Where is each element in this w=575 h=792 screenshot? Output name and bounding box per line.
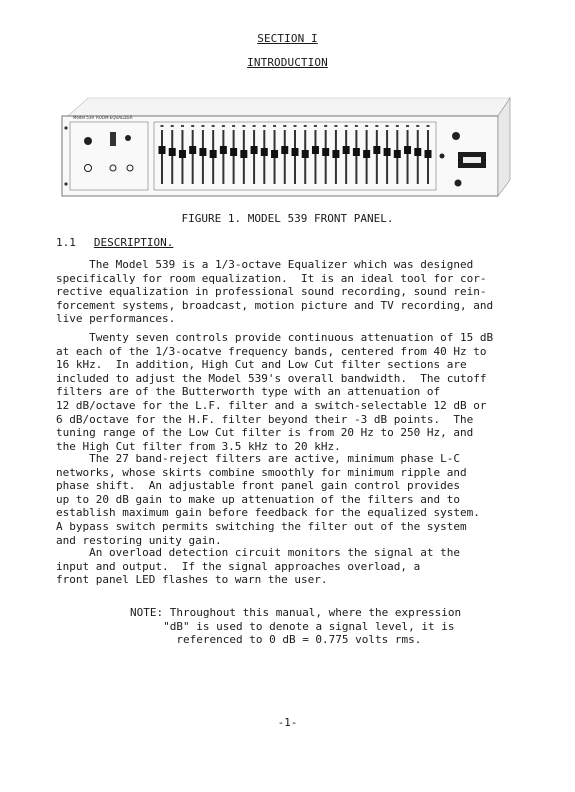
section-heading: SECTION I [257,32,318,45]
fader-knob [230,148,237,156]
fader-tick [427,125,430,127]
fader-knob [394,150,401,158]
fader-knob [169,148,176,156]
fader-knob [159,146,166,154]
fader-slot [417,130,419,184]
fader-tick [283,125,286,127]
fader-slot [407,130,409,184]
fader-knob [199,148,206,156]
fader-knob [189,146,196,154]
fader-tick [263,125,266,127]
fader-tick [232,125,235,127]
fader-tick [375,125,378,127]
fader-knob [251,146,258,154]
fader-slot [222,130,224,184]
paragraph-2: Twenty seven controls provide continuous attenuation of 15 dB at each of the 1/3-ocatve frequency bands, centered from 40 Hz to 16 kHz. In addition, High Cut and Low Cut filter sections are included to adjust the Model 539's overall bandwidth. The cutoff filters are of the Butterworth type with an attenuation of 12 dB/octave for the L.F. filter and a switch-selectable 12 dB or 6 dB/octave for the H.F. filter beyond their -3 dB points. The tuning range of the Low Cut filter is from 20 Hz to 250 Hz, and the High Cut filter from 3.5 kHz to 20 kHz. [56,331,494,453]
fader-tick [273,125,276,127]
fader-tick [386,125,389,127]
fader-knob [353,148,360,156]
fader-tick [212,125,215,127]
fader-tick [314,125,317,127]
paragraph-4: An overload detection circuit monitors the signal at the input and output. If the signal approaches overload, a front panel LED flashes to warn the user. [56,546,460,587]
fader-tick [253,125,256,127]
section-number: 1.1 [56,236,76,249]
fader-tick [406,125,409,127]
fader-knob [332,150,339,158]
fader-slot [202,130,204,184]
fader-knob [363,150,370,158]
fader-tick [294,125,297,127]
fader-slot [263,130,265,184]
fader-tick [181,125,184,127]
note-block: NOTE: Throughout this manual, where the expression "dB" is used to denote a signal level, it is referenced to 0 dB = 0.775 volts rms. [130,606,462,647]
panel-model-label: Model 539 [73,115,94,120]
fader-knob [240,150,247,158]
fader-knob [179,150,186,158]
fader-tick [396,125,399,127]
fader-knob [373,146,380,154]
fader-slot [325,130,327,184]
paragraph-1: The Model 539 is a 1/3-octave Equalizer which was designed specifically for room equalization. It is an ideal tool for cor- rective equalization in professional sound recording, sound rein- forcement systems, broadcast, motion picture and TV recording, and live performances. [56,258,494,326]
fader-knob [414,148,421,156]
fader-knob [271,150,278,158]
fader-slot [284,130,286,184]
panel-name-label: ROOM EQUALIZER [96,115,133,120]
fader-knob [343,146,350,154]
fader-knob [261,148,268,156]
fader-tick [242,125,245,127]
fader-tick [416,125,419,127]
lowcut-knob-icon [125,135,131,141]
introduction-heading: INTRODUCTION [247,56,328,69]
gain-knob-icon [84,137,92,145]
fader-slot [171,130,173,184]
fader-slot [355,130,357,184]
front-panel-photo [58,88,520,208]
fader-knob [425,150,432,158]
fader-knob [312,146,319,154]
fader-tick [171,125,174,127]
bypass-knob-icon [455,180,462,187]
fader-slot [314,130,316,184]
fader-knob [281,146,288,154]
figure-caption: FIGURE 1. MODEL 539 FRONT PANEL. [181,212,394,225]
page-number: -1- [277,716,298,729]
fader-slot [233,130,235,184]
fader-tick [191,125,194,127]
fader-slot [161,130,163,184]
section-title: DESCRIPTION. [93,236,174,249]
fader-knob [384,148,391,156]
fader-tick [345,125,348,127]
fader-knob [220,146,227,154]
description-heading [56,236,173,249]
fader-slot [192,130,194,184]
fader-tick [304,125,307,127]
fader-slot [345,130,347,184]
fader-slot [386,130,388,184]
overload-led-icon [440,154,445,159]
fader-tick [222,125,225,127]
paragraph-3: The 27 band-reject filters are active, minimum phase L-C networks, whose skirts combine smoothly for minimum ripple and phase shift. An adjustable front panel gain control provides up to 20 dB gain to make up attenuation of the filters and to establish maximum gain before feedback for the equalized system. A bypass switch permits switching the filter out of the system and restoring unity gain. [56,452,480,547]
fader-slot [253,130,255,184]
fader-slot [294,130,296,184]
fader-knob [292,148,299,156]
fader-tick [201,125,204,127]
fader-slot [376,130,378,184]
fader-tick [161,125,164,127]
highcut-knob-icon [452,132,460,140]
fader-knob [302,150,309,158]
fader-tick [334,125,337,127]
fader-knob [210,150,217,158]
fader-knob [322,148,329,156]
fader-tick [355,125,358,127]
fader-tick [324,125,327,127]
fader-tick [365,125,368,127]
fader-knob [404,146,411,154]
